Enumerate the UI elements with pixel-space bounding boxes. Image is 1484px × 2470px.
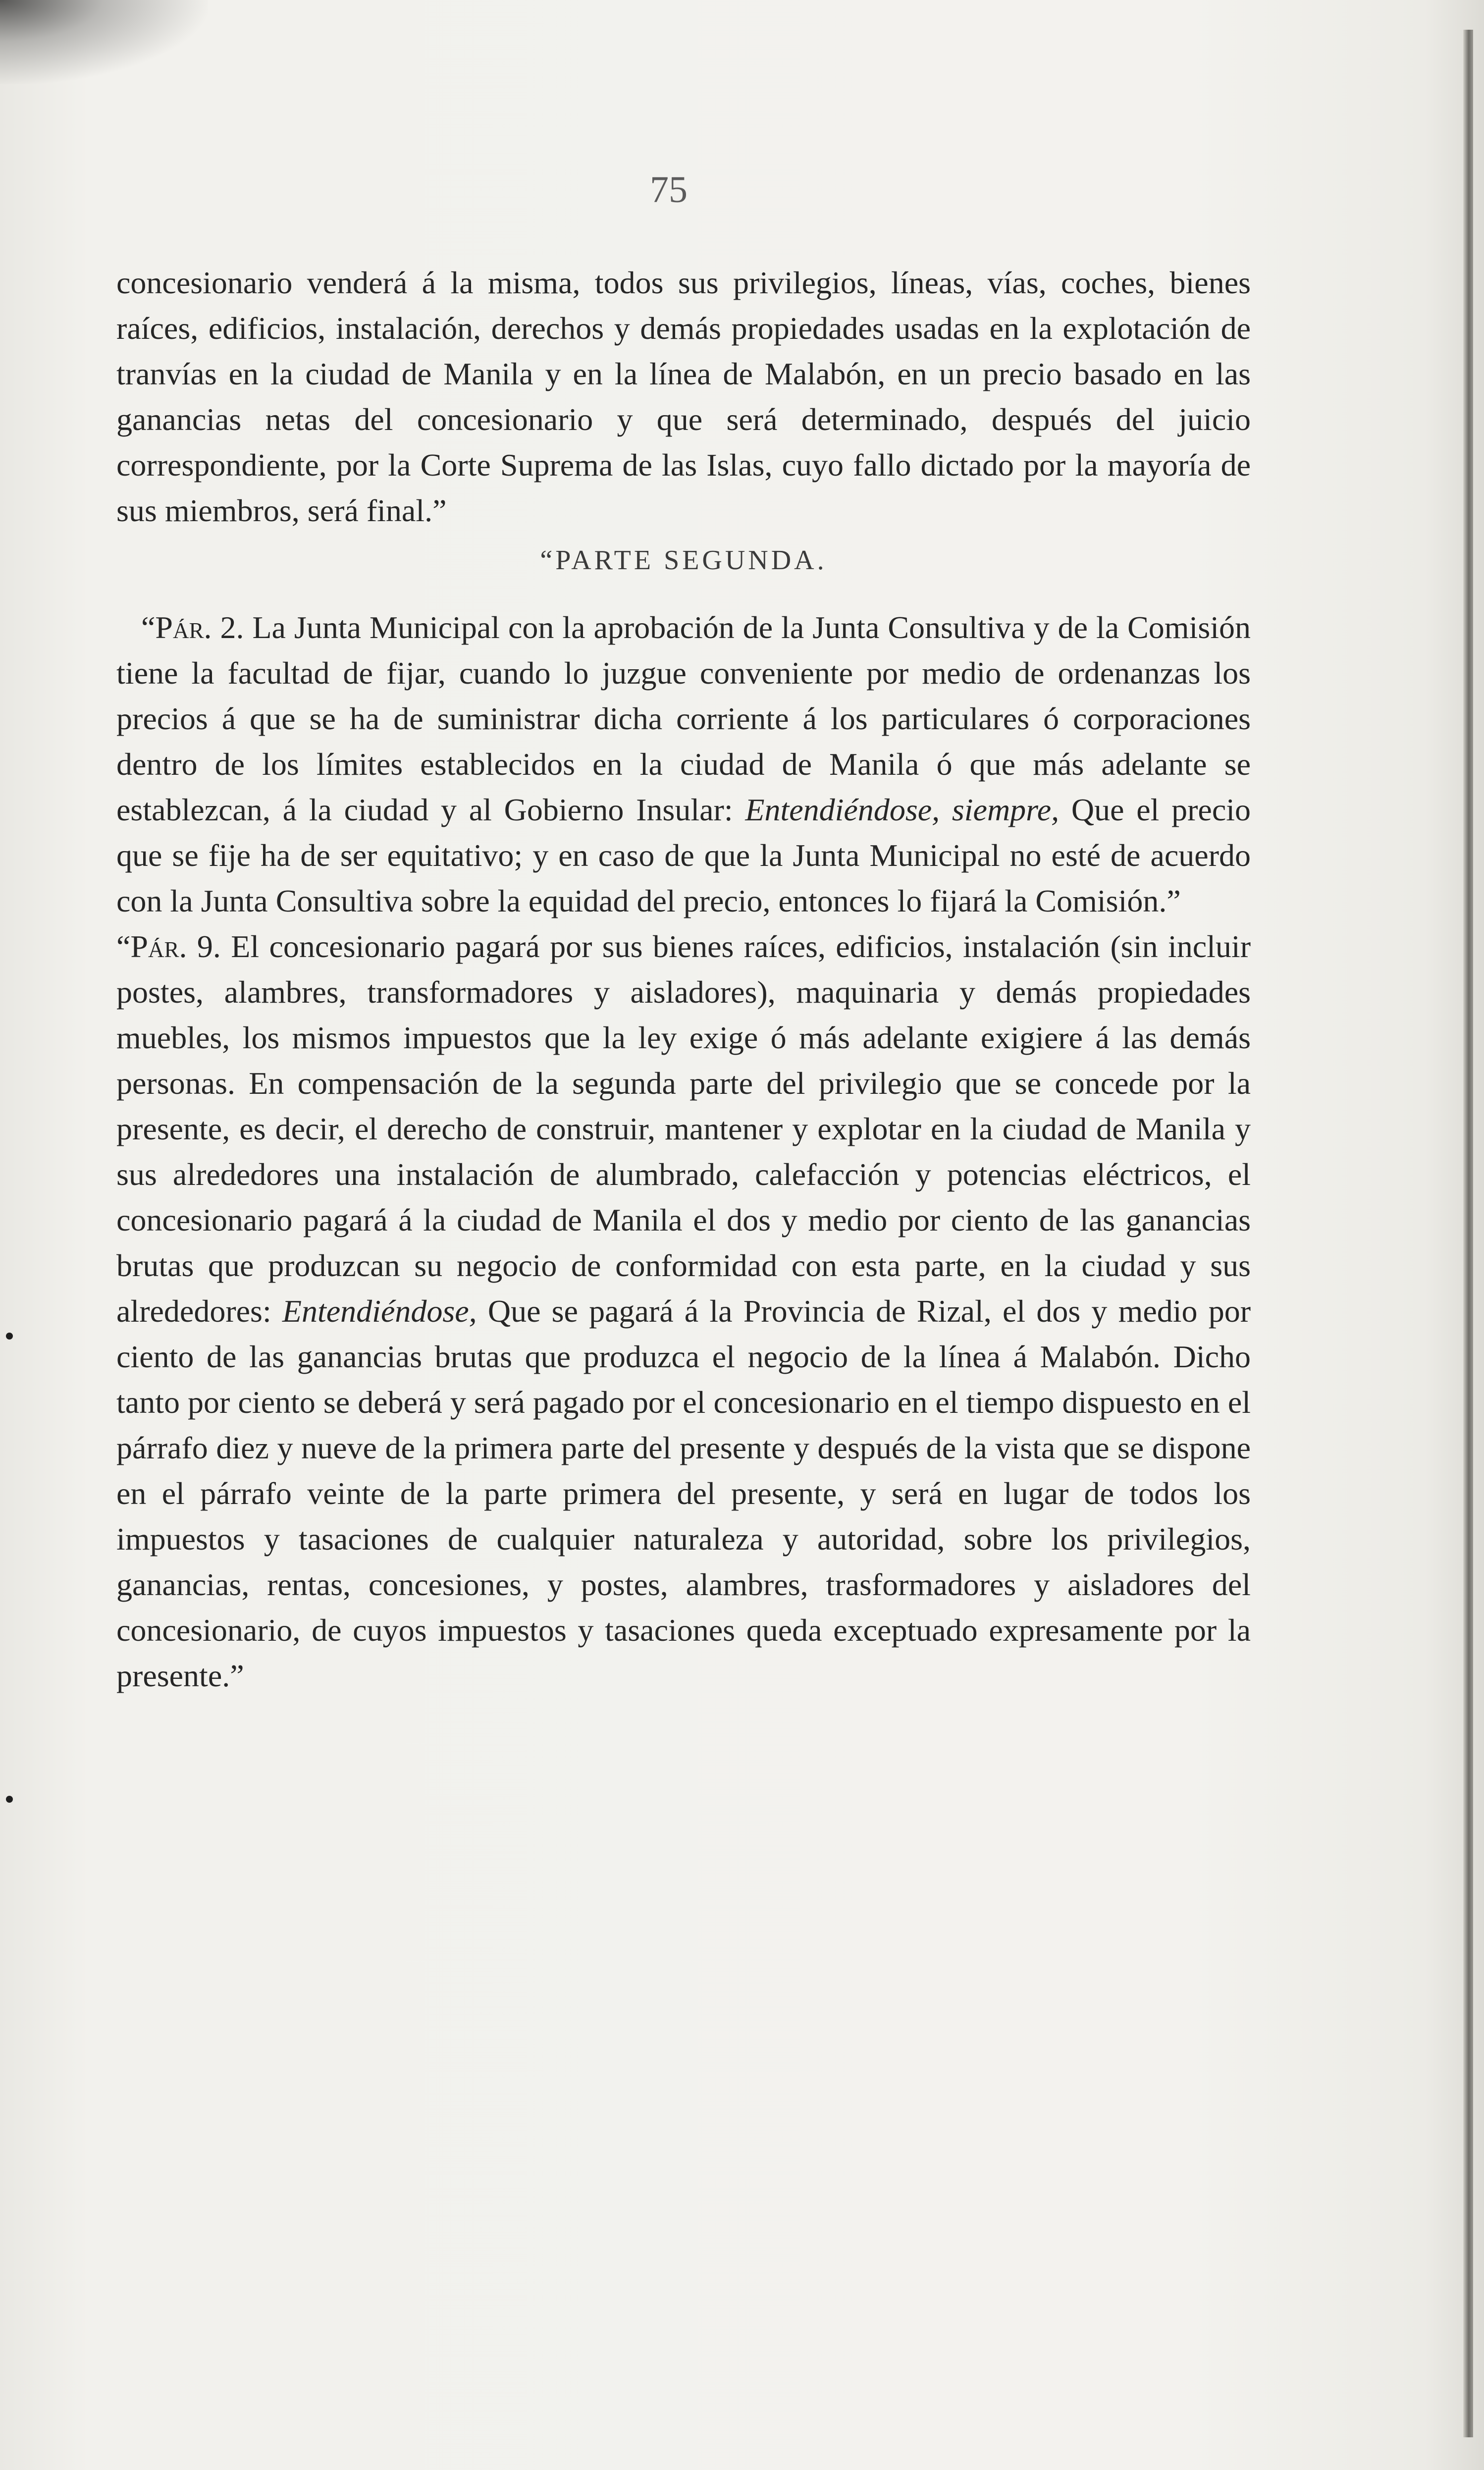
- page-edge: [1463, 30, 1473, 2437]
- section-heading: “PARTE SEGUNDA.: [540, 545, 827, 576]
- par-2-emphasis: Entendiéndose, siempre,: [745, 792, 1060, 827]
- par-9-emphasis: Entendiéndose,: [282, 1293, 477, 1329]
- margin-dot: [6, 1796, 13, 1803]
- body-text: [116, 260, 1251, 1699]
- par-9-label: “Pár. 9.: [116, 929, 221, 964]
- continuation-paragraph: concesionario venderá á la misma, todos sus privilegios, líneas, vías, coches, bienes raíces, edificios, instalación, derechos y demás propiedades usadas en la explotación de tranvías en la ciudad de Manila y en la línea de Malabón, en un precio basado en las ganancias netas del concesionario y que será determinado, después del juicio correspondiente, por la Corte Suprema de las Islas, cuyo fallo dictado por la mayoría de sus miembros, será final.”: [116, 265, 1251, 528]
- paragraph-par-9: [116, 924, 1251, 1699]
- margin-dot: [6, 1333, 13, 1340]
- par-9-text-b: Que se pagará á la Provincia de Rizal, el dos y medio por ciento de las ganancias brutas que produzca el negocio de la línea á Malabón. Dicho tanto por ciento se deberá y será pagado por el concesionario en el tiempo dispuesto en el párrafo diez y nueve de la primera parte del presente y después de la vista que se dispone en el párrafo veinte de la parte primera del presente, y será en lugar de todos los impuestos y tasaciones de cualquier naturaleza y autoridad, sobre los privilegios, ganancias, rentas, concesiones, y postes, alambres, trasformadores y aisladores del concesionario, de cuyos impuestos y tasaciones queda exceptuado expresamente por la presente.”: [116, 1293, 1251, 1693]
- page-number: 75: [650, 169, 688, 211]
- scan-corner-shadow: [0, 0, 208, 84]
- par-9-text-a: El concesionario pagará por sus bienes raíces, edificios, instalación (sin incluir postes, alambres, transformadores y aisladores), maquinaria y demás propiedades muebles, los mismos impuestos que la ley exige ó más adelante exigiere á las demás personas. En compensación de la segunda parte del privilegio que se concede por la presente, es decir, el derecho de construir, mantener y explotar en la ciudad de Manila y sus alrededores una instalación de alumbrado, calefacción y potencias eléctricos, el concesionario pagará á la ciudad de Manila el dos y medio por ciento de las ganancias brutas que produzcan su negocio de conformidad con esta parte, en la ciudad y sus alrededores:: [116, 929, 1251, 1329]
- paragraph-par-2: [116, 605, 1251, 924]
- par-2-text-a: La Junta Municipal con la aprobación de la Junta Consultiva y de la Comisión tiene la facultad de fijar, cuando lo juzgue conveniente por medio de ordenanzas los precios á que se ha de suministrar dicha corriente á los particulares ó corporaciones dentro de los límites establecidos en la ciudad de Manila ó que más adelante se establezcan, á la ciudad y al Gobierno Insular:: [116, 610, 1251, 827]
- par-2-text-b: Que el precio que se fije ha de ser equitativo; y en caso de que la Junta Municipal no esté de acuerdo con la Junta Consultiva sobre la equidad del precio, entonces lo fijará la Comisión.”: [116, 792, 1251, 918]
- par-2-label: “Pár. 2.: [141, 610, 244, 645]
